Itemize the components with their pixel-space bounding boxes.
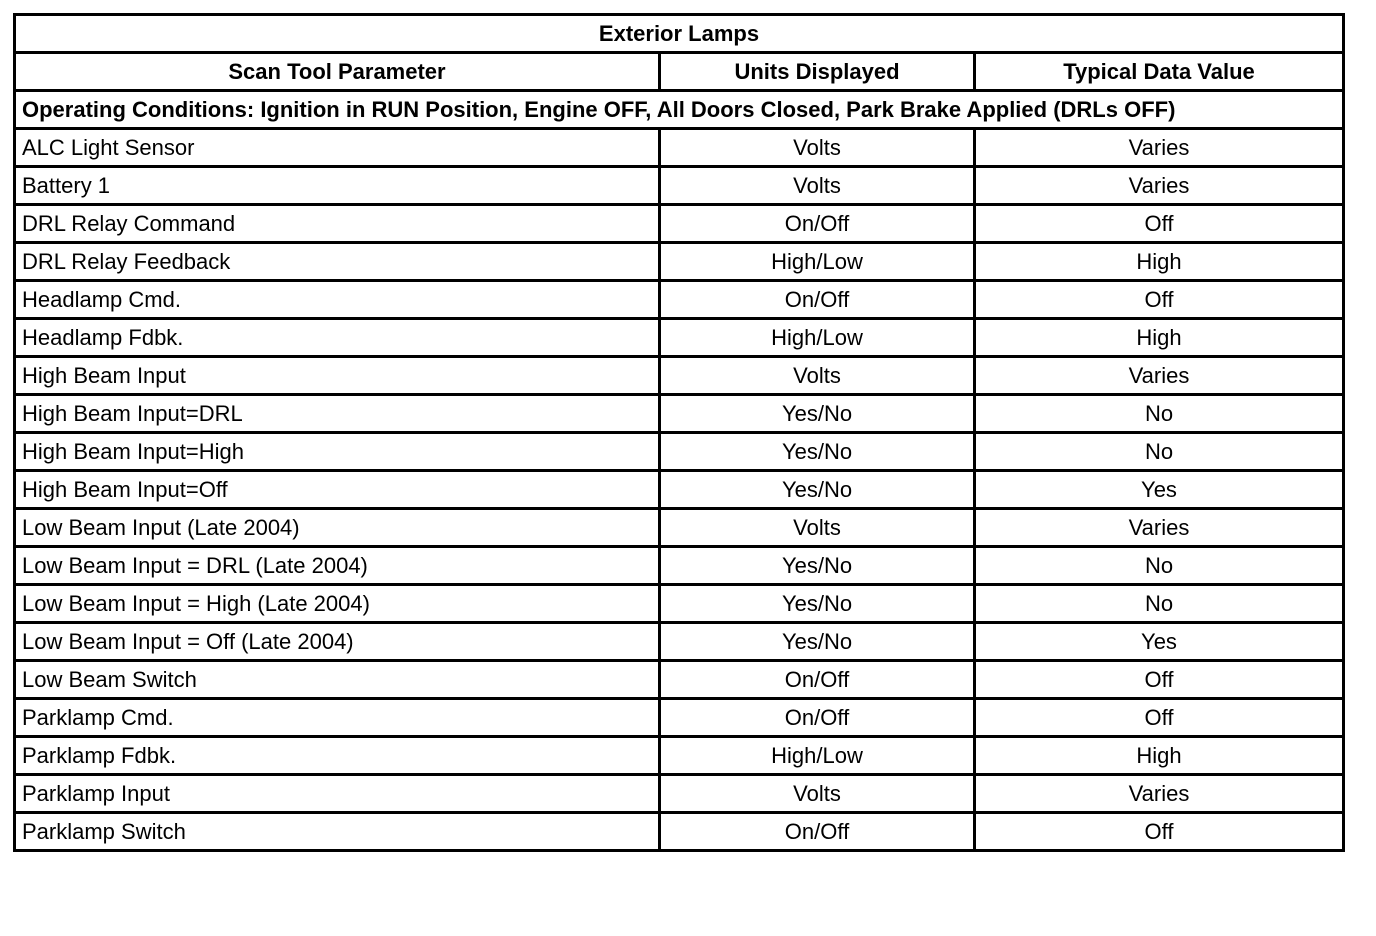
table-row bbox=[15, 585, 1344, 623]
row-typical-value: No bbox=[975, 395, 1344, 433]
row-parameter: Low Beam Input = Off (Late 2004) bbox=[15, 623, 660, 661]
table-row bbox=[15, 775, 1344, 813]
row-parameter: Parklamp Input bbox=[15, 775, 660, 813]
row-parameter: Headlamp Cmd. bbox=[15, 281, 660, 319]
row-parameter: High Beam Input bbox=[15, 357, 660, 395]
row-parameter: Low Beam Switch bbox=[15, 661, 660, 699]
table-row bbox=[15, 395, 1344, 433]
table-row bbox=[15, 547, 1344, 585]
row-parameter: Battery 1 bbox=[15, 167, 660, 205]
row-parameter: Low Beam Input = DRL (Late 2004) bbox=[15, 547, 660, 585]
row-units: On/Off bbox=[660, 661, 975, 699]
row-units: High/Low bbox=[660, 243, 975, 281]
row-units: Yes/No bbox=[660, 585, 975, 623]
column-header-units: Units Displayed bbox=[660, 53, 975, 91]
table-row bbox=[15, 433, 1344, 471]
row-parameter: High Beam Input=DRL bbox=[15, 395, 660, 433]
row-parameter: Parklamp Switch bbox=[15, 813, 660, 851]
row-units: Yes/No bbox=[660, 433, 975, 471]
row-parameter: DRL Relay Command bbox=[15, 205, 660, 243]
row-parameter: ALC Light Sensor bbox=[15, 129, 660, 167]
row-units: On/Off bbox=[660, 205, 975, 243]
table-row bbox=[15, 319, 1344, 357]
table-row bbox=[15, 623, 1344, 661]
row-units: Volts bbox=[660, 775, 975, 813]
table-row bbox=[15, 281, 1344, 319]
table-row bbox=[15, 243, 1344, 281]
row-parameter: Low Beam Input (Late 2004) bbox=[15, 509, 660, 547]
table-row bbox=[15, 357, 1344, 395]
row-units: Yes/No bbox=[660, 471, 975, 509]
row-units: Yes/No bbox=[660, 395, 975, 433]
row-typical-value: No bbox=[975, 547, 1344, 585]
table-row bbox=[15, 813, 1344, 851]
row-units: Volts bbox=[660, 357, 975, 395]
header-row bbox=[15, 53, 1344, 91]
table-row bbox=[15, 167, 1344, 205]
row-typical-value: Off bbox=[975, 281, 1344, 319]
column-header-value: Typical Data Value bbox=[975, 53, 1344, 91]
operating-conditions: Operating Conditions: Ignition in RUN Position, Engine OFF, All Doors Closed, Park Brake Applied (DRLs OFF) bbox=[15, 91, 1344, 129]
table-title: Exterior Lamps bbox=[15, 15, 1344, 53]
column-header-parameter: Scan Tool Parameter bbox=[15, 53, 660, 91]
row-units: On/Off bbox=[660, 813, 975, 851]
row-typical-value: Varies bbox=[975, 775, 1344, 813]
table-row bbox=[15, 699, 1344, 737]
row-typical-value: Off bbox=[975, 699, 1344, 737]
table-row bbox=[15, 129, 1344, 167]
title-row bbox=[15, 15, 1344, 53]
row-parameter: High Beam Input=High bbox=[15, 433, 660, 471]
table-row bbox=[15, 661, 1344, 699]
row-typical-value: No bbox=[975, 585, 1344, 623]
row-typical-value: No bbox=[975, 433, 1344, 471]
row-units: High/Low bbox=[660, 319, 975, 357]
row-typical-value: Varies bbox=[975, 167, 1344, 205]
row-typical-value: High bbox=[975, 243, 1344, 281]
row-units: Yes/No bbox=[660, 547, 975, 585]
row-typical-value: Varies bbox=[975, 357, 1344, 395]
row-typical-value: Yes bbox=[975, 471, 1344, 509]
row-units: On/Off bbox=[660, 281, 975, 319]
row-units: High/Low bbox=[660, 737, 975, 775]
table-row bbox=[15, 509, 1344, 547]
row-typical-value: Yes bbox=[975, 623, 1344, 661]
row-typical-value: High bbox=[975, 319, 1344, 357]
conditions-row bbox=[15, 91, 1344, 129]
row-parameter: Headlamp Fdbk. bbox=[15, 319, 660, 357]
row-units: Volts bbox=[660, 509, 975, 547]
row-parameter: Parklamp Fdbk. bbox=[15, 737, 660, 775]
row-units: Volts bbox=[660, 129, 975, 167]
row-parameter: Parklamp Cmd. bbox=[15, 699, 660, 737]
exterior-lamps-table bbox=[13, 13, 1345, 852]
row-parameter: Low Beam Input = High (Late 2004) bbox=[15, 585, 660, 623]
row-typical-value: Varies bbox=[975, 129, 1344, 167]
row-parameter: DRL Relay Feedback bbox=[15, 243, 660, 281]
row-parameter: High Beam Input=Off bbox=[15, 471, 660, 509]
row-units: On/Off bbox=[660, 699, 975, 737]
table-row bbox=[15, 205, 1344, 243]
row-typical-value: Off bbox=[975, 205, 1344, 243]
table-row bbox=[15, 737, 1344, 775]
row-units: Volts bbox=[660, 167, 975, 205]
row-typical-value: Off bbox=[975, 661, 1344, 699]
row-typical-value: High bbox=[975, 737, 1344, 775]
row-typical-value: Varies bbox=[975, 509, 1344, 547]
row-units: Yes/No bbox=[660, 623, 975, 661]
table-row bbox=[15, 471, 1344, 509]
row-typical-value: Off bbox=[975, 813, 1344, 851]
